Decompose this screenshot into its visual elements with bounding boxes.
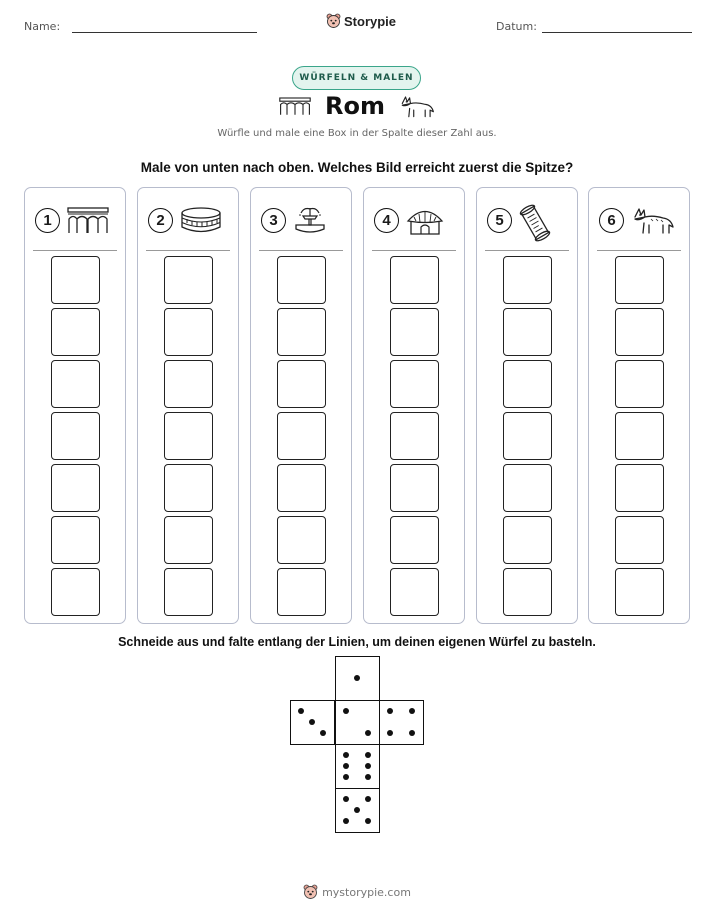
color-box[interactable] <box>503 308 552 356</box>
column-divider <box>372 250 456 251</box>
color-box[interactable] <box>164 308 213 356</box>
color-box[interactable] <box>164 256 213 304</box>
column-header <box>35 202 117 238</box>
color-box[interactable] <box>164 516 213 564</box>
die-pip <box>365 818 371 824</box>
color-box[interactable] <box>615 412 664 460</box>
color-box[interactable] <box>503 256 552 304</box>
die-face-1[interactable] <box>335 656 380 701</box>
dice-columns <box>24 187 690 624</box>
column-header <box>261 202 343 238</box>
die-pip <box>365 774 371 780</box>
color-box[interactable] <box>390 256 439 304</box>
column-number: 3 <box>261 208 286 233</box>
subtitle: Würfle und male eine Box in der Spalte dieser Zahl aus. <box>217 128 497 139</box>
die-pip <box>387 730 393 736</box>
hut-icon <box>406 204 444 236</box>
die-face-5[interactable] <box>335 788 380 833</box>
color-box[interactable] <box>51 516 100 564</box>
bear-mascot-icon <box>303 884 318 900</box>
wolf-icon <box>399 93 435 119</box>
column-header <box>374 202 456 238</box>
column-header <box>599 202 681 238</box>
color-box[interactable] <box>51 412 100 460</box>
color-box[interactable] <box>390 464 439 512</box>
date-line[interactable] <box>542 32 692 33</box>
die-pip <box>354 807 360 813</box>
aqueduct-icon <box>67 206 109 234</box>
color-box[interactable] <box>51 568 100 616</box>
bear-mascot-icon <box>326 13 341 29</box>
color-box[interactable] <box>390 360 439 408</box>
color-box[interactable] <box>615 308 664 356</box>
color-box[interactable] <box>390 412 439 460</box>
color-box[interactable] <box>503 464 552 512</box>
die-pip <box>320 730 326 736</box>
storypie-logo <box>326 13 396 29</box>
color-box[interactable] <box>51 360 100 408</box>
die-face-3[interactable] <box>290 700 335 745</box>
color-box[interactable] <box>615 516 664 564</box>
column-header <box>487 202 569 238</box>
column-number: 5 <box>487 208 512 233</box>
name-label: Name: <box>24 20 61 33</box>
color-box[interactable] <box>277 568 326 616</box>
color-box[interactable] <box>503 568 552 616</box>
color-box[interactable] <box>277 256 326 304</box>
column-number: 2 <box>148 208 173 233</box>
aqueduct-icon <box>279 96 311 116</box>
brand-name: Storypie <box>344 13 397 29</box>
column-divider <box>597 250 681 251</box>
page-title: Rom <box>325 92 385 120</box>
date-label: Datum: <box>496 20 537 33</box>
cut-instruction: Schneide aus und falte entlang der Linien, um deinen eigenen Würfel zu basteln. <box>118 635 596 649</box>
color-box[interactable] <box>51 464 100 512</box>
die-pip <box>298 708 304 714</box>
column-6 <box>588 187 690 624</box>
die-pip <box>343 774 349 780</box>
fountain-icon <box>293 204 327 236</box>
name-line[interactable] <box>72 32 257 33</box>
column-4 <box>363 187 465 624</box>
column-number: 1 <box>35 208 60 233</box>
color-box[interactable] <box>164 412 213 460</box>
die-pip <box>409 730 415 736</box>
die-pip <box>343 763 349 769</box>
footer-url[interactable]: mystorypie.com <box>322 885 411 899</box>
column-2 <box>137 187 239 624</box>
color-box[interactable] <box>277 412 326 460</box>
column-1 <box>24 187 126 624</box>
column-divider <box>146 250 230 251</box>
die-pip <box>354 675 360 681</box>
scroll-icon <box>519 202 551 244</box>
column-number: 4 <box>374 208 399 233</box>
die-pip <box>309 719 315 725</box>
die-pip <box>365 752 371 758</box>
color-box[interactable] <box>277 516 326 564</box>
color-box[interactable] <box>51 256 100 304</box>
color-box[interactable] <box>164 360 213 408</box>
column-divider <box>485 250 569 251</box>
color-box[interactable] <box>615 464 664 512</box>
die-pip <box>365 796 371 802</box>
die-pip <box>387 708 393 714</box>
die-pip <box>365 763 371 769</box>
color-box[interactable] <box>503 360 552 408</box>
category-badge: WÜRFELN & MALEN <box>292 66 421 90</box>
color-box[interactable] <box>503 412 552 460</box>
color-box[interactable] <box>390 516 439 564</box>
color-box[interactable] <box>390 568 439 616</box>
wolf-icon <box>631 204 675 236</box>
colosseum-icon <box>180 206 222 234</box>
title-row <box>0 92 714 120</box>
color-box[interactable] <box>164 568 213 616</box>
color-box[interactable] <box>277 464 326 512</box>
footer <box>0 884 714 900</box>
die-pip <box>343 752 349 758</box>
instruction: Male von unten nach oben. Welches Bild erreicht zuerst die Spitze? <box>140 160 574 175</box>
color-box[interactable] <box>615 360 664 408</box>
column-5 <box>476 187 578 624</box>
color-box[interactable] <box>164 464 213 512</box>
color-box[interactable] <box>615 568 664 616</box>
color-box[interactable] <box>390 308 439 356</box>
column-number: 6 <box>599 208 624 233</box>
column-header <box>148 202 230 238</box>
die-face-2[interactable] <box>335 700 380 745</box>
color-box[interactable] <box>503 516 552 564</box>
column-divider <box>33 250 117 251</box>
die-face-4[interactable] <box>379 700 424 745</box>
die-pip <box>365 730 371 736</box>
column-divider <box>259 250 343 251</box>
color-box[interactable] <box>277 360 326 408</box>
die-pip <box>343 818 349 824</box>
color-box[interactable] <box>615 256 664 304</box>
die-pip <box>343 708 349 714</box>
column-3 <box>250 187 352 624</box>
color-box[interactable] <box>51 308 100 356</box>
color-box[interactable] <box>277 308 326 356</box>
die-pip <box>343 796 349 802</box>
die-face-6[interactable] <box>335 744 380 789</box>
die-pip <box>409 708 415 714</box>
